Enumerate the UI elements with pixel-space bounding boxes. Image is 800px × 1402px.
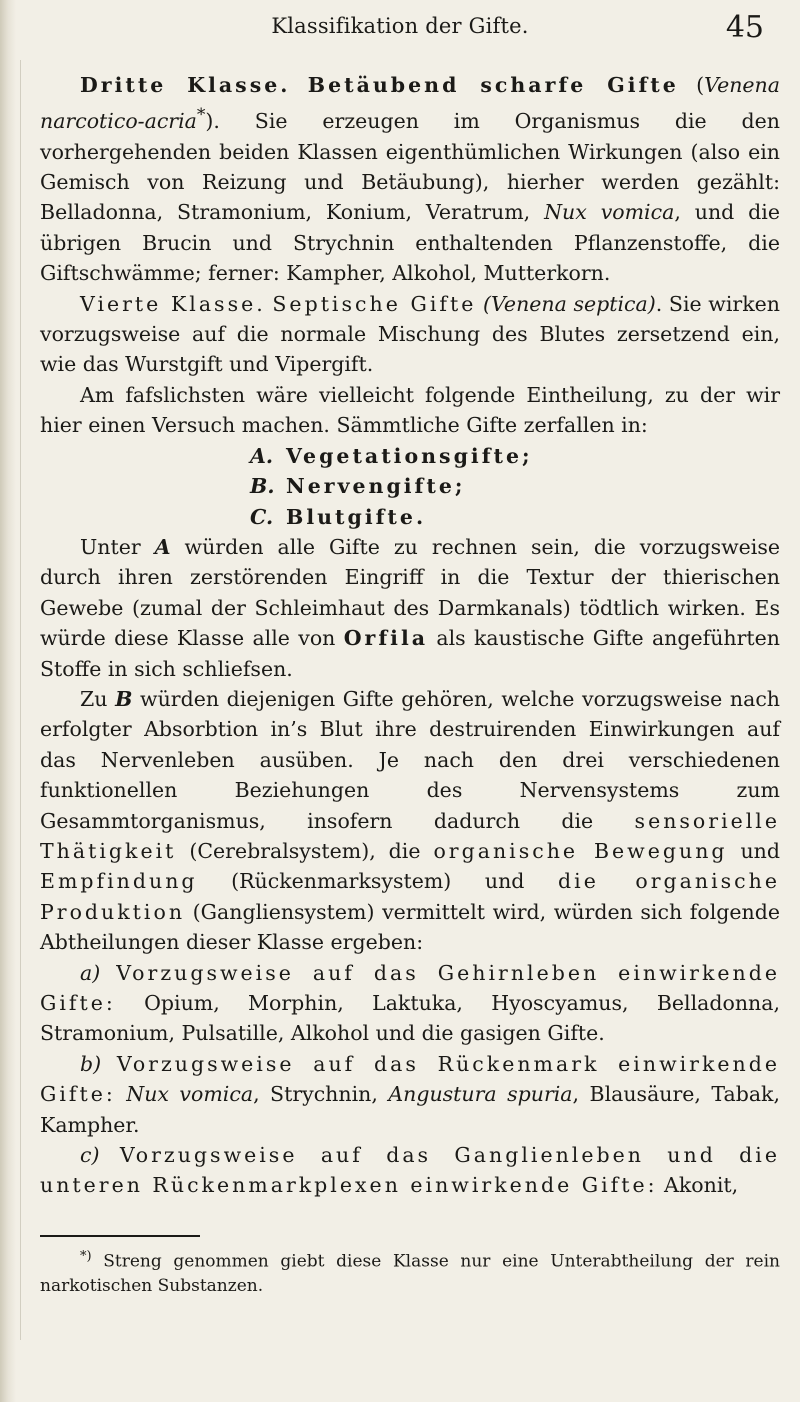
latin-name: (Venena septica) xyxy=(483,291,656,316)
division-name: Nervengifte; xyxy=(286,474,466,499)
spaced-term: sensorielle Thätigkeit xyxy=(40,808,780,863)
spaced-term: organische Bewegung xyxy=(433,838,728,863)
subdivision-heading: Vorzugsweise auf das Ganglienleben und die unteren Rückenmarkplexen einwirkende Gifte: xyxy=(40,1143,780,1198)
class-name: Septische Gifte xyxy=(272,291,477,316)
paragraph-text: als kaustische Gifte angeführten Stoffe in sich schliefsen. xyxy=(40,626,781,681)
division-item xyxy=(40,502,780,532)
gutter-line xyxy=(20,60,21,1340)
paragraph-text: (Cerebralsystem), die xyxy=(176,838,434,863)
paragraph-fourth-class xyxy=(40,289,780,380)
class-label: Vierte Klasse. xyxy=(80,291,266,316)
division-name: Blutgifte. xyxy=(286,504,427,529)
subdivision-marker: c) xyxy=(80,1143,100,1168)
author-name: Orfila xyxy=(343,626,429,651)
paragraph-text: ). Sie erzeugen im Organismus die den vorhergehenden beiden Klassen eigenthümlichen Wirkungen (also ein Gemisch von Reizung und Betäubung), hierher werden gezählt: Belladonna, Stramonium, Konium, Veratrum, xyxy=(40,109,780,225)
paragraph-text: Zu xyxy=(80,686,116,711)
latin-name: Nux vomica xyxy=(126,1082,254,1107)
subdivision-marker: b) xyxy=(80,1051,102,1076)
latin-name: Angustura spuria xyxy=(388,1082,573,1107)
subdivision-heading: Vorzugsweise auf das Gehirnleben einwirkende Gifte: xyxy=(40,960,780,1016)
spaced-term: die organische Produktion xyxy=(40,869,780,924)
latin-name: Venena narcotico-acria xyxy=(40,73,780,134)
paragraph-division-intro: Am fafslichsten wäre vielleicht folgende Eintheilung, zu der wir hier einen Versuch machen. Sämmtliche Gifte zerfallen in: xyxy=(40,382,780,438)
paragraph-text: Opium, Morphin, Laktuka, Hyoscyamus, Belladonna, Stramonium, Pulsatille, Alkohol und die gasigen Gifte. xyxy=(40,991,780,1046)
paragraph-text: Akonit, xyxy=(657,1173,739,1198)
paragraph-text: (Gangliensystem) vermittelt wird, würden sich folgende Abtheilungen dieser Klasse ergeben: xyxy=(40,899,780,955)
division-name: Vegetationsgifte; xyxy=(286,443,533,468)
division-letter: B xyxy=(115,686,133,711)
paragraph-division-b xyxy=(40,684,780,958)
subdivision-c xyxy=(40,1140,780,1201)
division-letter: A xyxy=(154,534,171,559)
paragraph-division-a xyxy=(40,532,780,684)
paragraph-text: (Rückenmarksystem) und xyxy=(197,869,559,894)
subdivision-a xyxy=(40,958,780,1049)
paragraph-text: , Strychnin, xyxy=(253,1082,389,1107)
subdivision-marker: a) xyxy=(80,960,101,985)
division-letter: B. xyxy=(250,474,275,499)
latin-name: Nux vomica xyxy=(544,200,675,225)
paragraph-text: Unter xyxy=(80,534,155,559)
paragraph-text: und xyxy=(727,838,780,863)
division-item xyxy=(40,441,780,471)
paragraph-text: würden alle Gifte zu rechnen sein, die vorzugsweise durch ihren zerstörenden Eingriff in die Textur der thierischen Gewebe (zumal der Schleimhaut des Darmkanals) tödtlich wirken. Es würde diese Klasse alle von xyxy=(40,534,780,651)
division-item xyxy=(40,471,780,501)
footnote-rule xyxy=(40,1235,200,1237)
footnote-text: Streng genommen giebt diese Klasse nur eine Unterabtheilung der rein narkotischen Substanzen. xyxy=(40,1251,780,1296)
paragraph-text: . Sie wirken vorzugsweise auf die normale Mischung des Blutes zersetzend ein, wie das Wurstgift und Vipergift. xyxy=(40,291,780,377)
paragraph-third-class xyxy=(40,70,780,289)
running-head xyxy=(30,10,770,54)
footnote xyxy=(40,1245,780,1298)
footnote-ref: * xyxy=(196,105,206,126)
class-label: Dritte Klasse. xyxy=(80,73,291,97)
paragraph-text: würden diejenigen Gifte gehören, welche vorzugsweise nach erfolgter Absorbtion in’s Blut ihre destruirenden Einwirkungen auf das Nervenleben ausüben. Je nach den drei verschiedenen funktionellen Beziehungen des Nervensystems zum Gesammtorganismus, insofern dadurch die xyxy=(40,686,780,833)
subdivision-b xyxy=(40,1049,780,1140)
page-number: 45 xyxy=(725,10,764,45)
open-paren: ( xyxy=(696,73,705,97)
paragraph-text: , Blausäure, Tabak, Kampher. xyxy=(40,1082,780,1137)
class-name: Betäubend scharfe Gifte xyxy=(307,73,679,97)
division-letter: C. xyxy=(250,504,274,529)
body-text xyxy=(40,70,780,1298)
subdivision-heading: Vorzugsweise auf das Rückenmark einwirkende Gifte: xyxy=(40,1051,780,1107)
running-title: Klassifikation der Gifte. xyxy=(271,14,529,38)
footnote-mark: *) xyxy=(80,1248,92,1264)
page-binding-edge xyxy=(0,0,16,1402)
division-letter: A. xyxy=(250,443,274,468)
paragraph-text: , und die übrigen Brucin und Strychnin enthaltenden Pflanzenstoffe, die Giftschwämme; ferner: Kampher, Alkohol, Mutterkorn. xyxy=(40,200,780,286)
spaced-term: Empfindung xyxy=(40,869,198,894)
